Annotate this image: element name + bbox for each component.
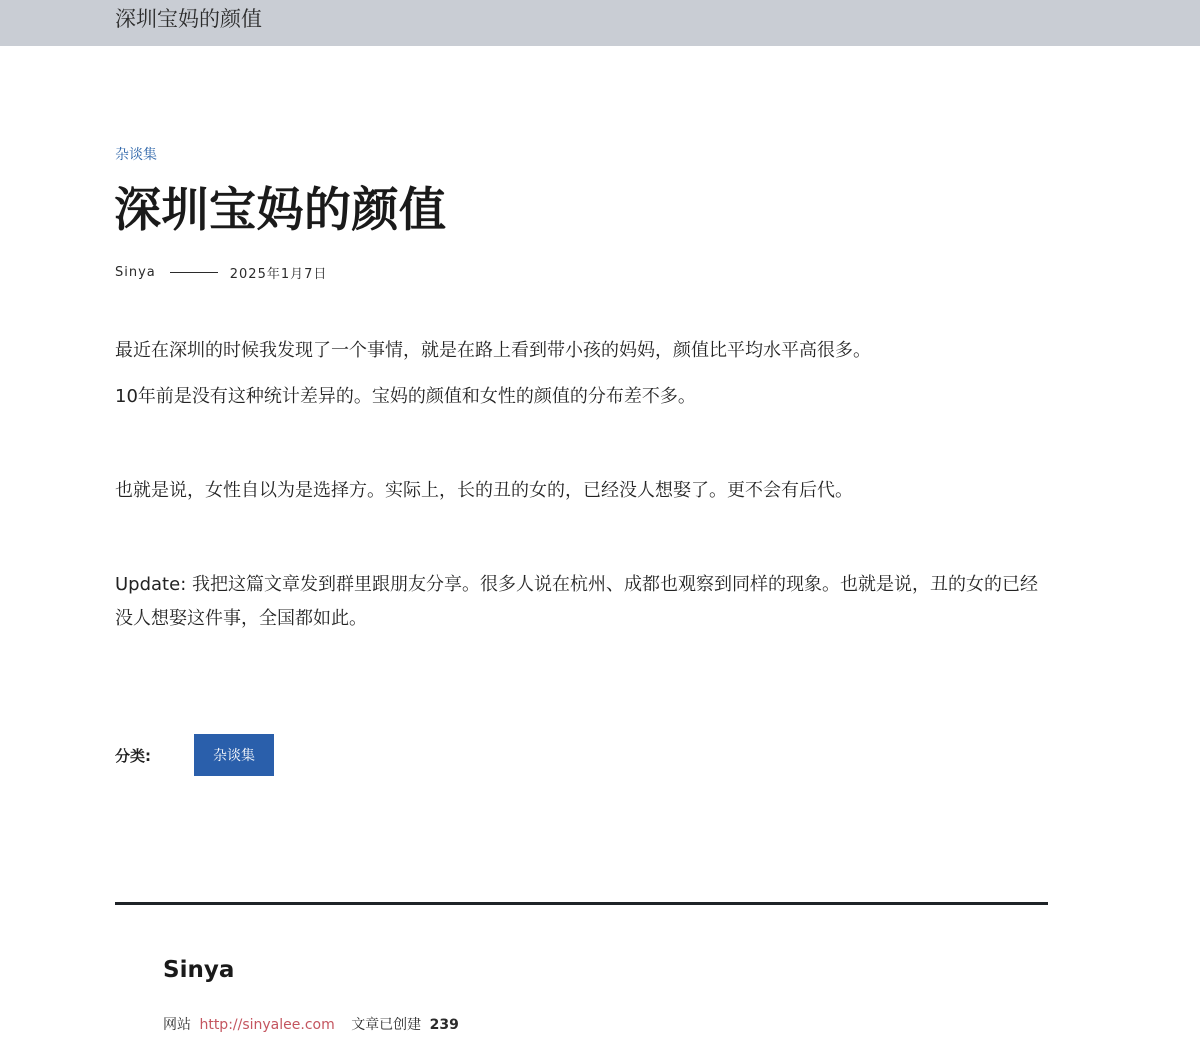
author-name: Sinya bbox=[163, 957, 235, 983]
posts-count: 239 bbox=[429, 1017, 459, 1033]
site-header bbox=[0, 0, 1200, 46]
post-author-link[interactable]: Sinya bbox=[115, 264, 156, 280]
site-title-link[interactable]: 深圳宝妈的颜值 bbox=[115, 7, 262, 31]
posts-label: 文章已创建 bbox=[351, 1017, 422, 1033]
post-title: 深圳宝妈的颜值 bbox=[114, 183, 447, 238]
post-date-link[interactable]: 2025年1月7日 bbox=[229, 266, 328, 282]
author-website-link[interactable]: http://sinyalee.com bbox=[199, 1017, 335, 1033]
categories-label: 分类: bbox=[115, 746, 151, 765]
author-divider bbox=[115, 902, 1048, 905]
post-categories bbox=[115, 734, 274, 776]
post-paragraph: 也就是说，女性自以为是选择方。实际上，长的丑的女的，已经没人想娶了。更不会有后代。 bbox=[115, 480, 853, 501]
meta-divider bbox=[170, 272, 218, 273]
category-tag-button[interactable]: 杂谈集 bbox=[194, 734, 274, 776]
author-stats bbox=[163, 1014, 459, 1036]
post-meta bbox=[115, 262, 327, 282]
website-label: 网站 bbox=[163, 1017, 191, 1033]
post-paragraph: 最近在深圳的时候我发现了一个事情，就是在路上看到带小孩的妈妈，颜值比平均水平高很多。 bbox=[115, 340, 871, 361]
post-paragraph: 10年前是没有这种统计差异的。宝妈的颜值和女性的颜值的分布差不多。 bbox=[115, 386, 696, 407]
post-paragraph: Update: 我把这篇文章发到群里跟朋友分享。很多人说在杭州、成都也观察到同样的现象。也就是说，丑的女的已经没人想娶这件事，全国都如此。 bbox=[115, 574, 1038, 629]
post-category-link[interactable]: 杂谈集 bbox=[115, 147, 157, 163]
